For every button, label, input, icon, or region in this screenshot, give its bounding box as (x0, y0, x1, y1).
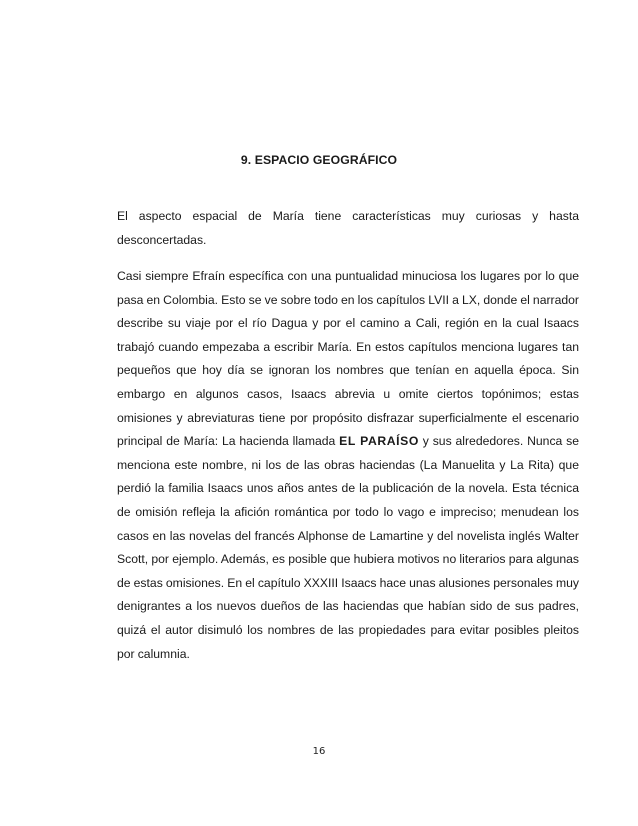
hacienda-name-bold: EL PARAÍSO (339, 434, 419, 449)
section-heading: 9. ESPACIO GEOGRÁFICO (240, 153, 398, 167)
paragraph-1: El aspecto espacial de María tiene características muy curiosas y hasta desconcertadas. (117, 209, 579, 247)
paragraph-2-text-end: y sus alrededores. Nunca se menciona este nombre, ni los de las obras haciendas (La Manuelita y La Rita) que perdió la familia Isaacs unos años antes de la publicación de la novela. Esta técnica de omisión refleja la afición romántica por todo lo vago e impreciso; menudean los casos en las novelas del francés Alphonse de Lamartine y del novelista inglés Walter Scott, por ejemplo. Además, es posible que hubiera motivos no literarios para algunas de estas omisiones. En el capítulo XXXIII Isaacs hace unas alusiones personales muy denigrantes a los nuevos dueños de las haciendas que habían sido de sus padres, quizá el autor disimuló los nombres de las propiedades para evitar posibles pleitos por calumnia. (117, 434, 580, 661)
paragraph-2 (117, 265, 579, 666)
paragraph-2-text-start: Casi siempre Efraín específica con una puntualidad minuciosa los lugares por lo que pasa en Colombia. Esto se ve sobre todo en los capítulos LVII a LX, donde el narrador describe su viaje por el río Dagua y por el camino a Cali, región en la cual Isaacs trabajó cuando empezaba a escribir María. En estos capítulos menciona lugares tan pequeños que hoy día se ignoran los nombres que tenían en aquella época. Sin embargo en algunos casos, Isaacs abrevia u omite ciertos topónimos; estas omisiones y abreviaturas tiene por propósito disfrazar superficialmente el escenario principal de María: La hacienda llamada (117, 269, 579, 449)
page-number: 16 (312, 746, 326, 757)
